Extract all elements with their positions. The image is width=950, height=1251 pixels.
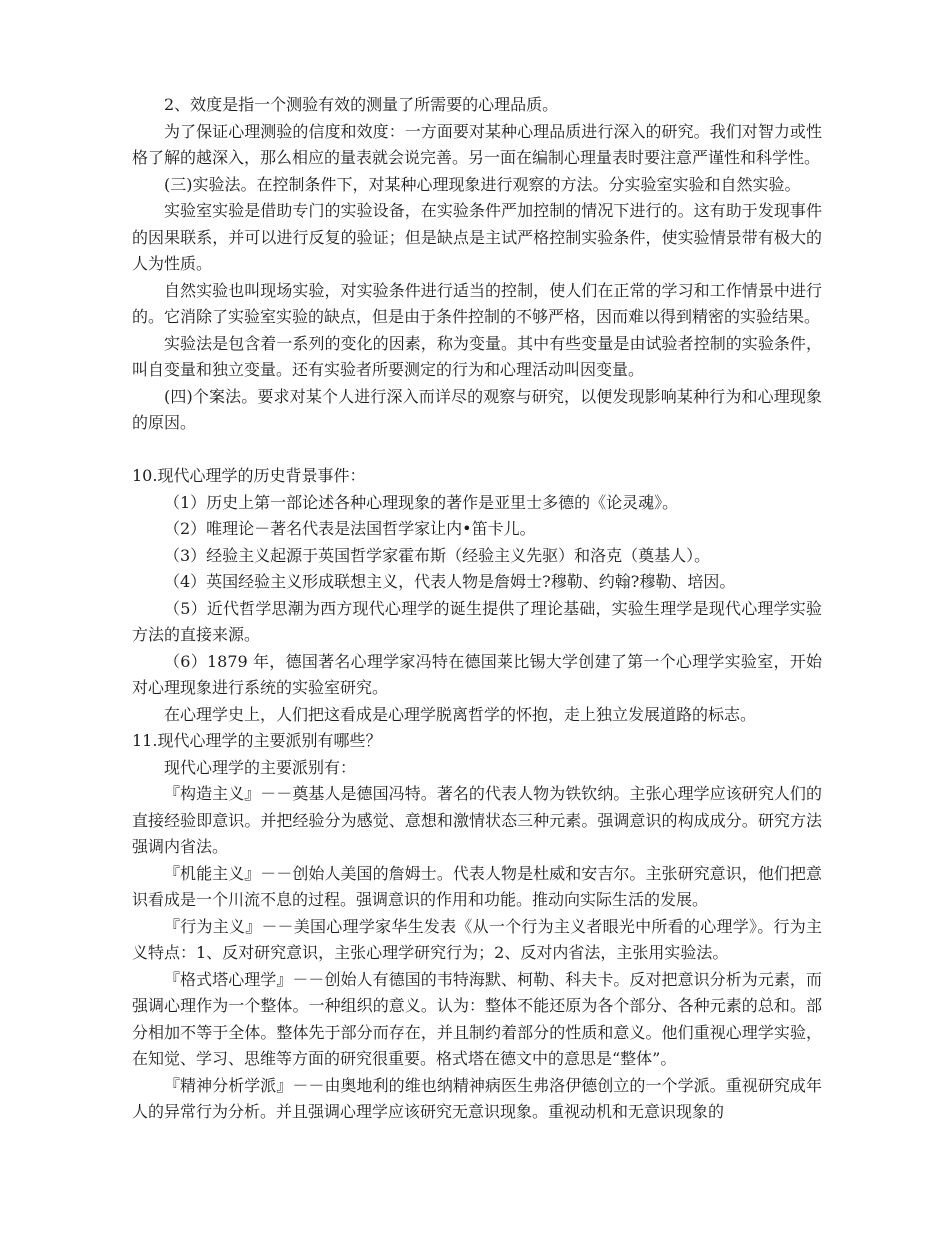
question-11-heading: 11.现代心理学的主要派别有哪些？: [132, 731, 382, 750]
schools-intro: 现代心理学的主要派别有：: [164, 757, 357, 777]
history-item-2: （2）唯理论－著名代表是法国哲学家让内•笛卡儿。: [164, 519, 536, 538]
history-item-3: （3）经验主义起源于英国哲学家霍布斯（经验主义先驱）和洛克（奠基人）。: [164, 545, 711, 565]
gestalt-paragraph: 『格式塔心理学』－－创始人有德国的韦特海默、柯勒、科夫卡。反对把意识分析为元素，而强调心理作为一个整体。一种组织的意义。认为：整体不能还原为各个部分、各种元素的总和。部分相加不等于全体。整体先于部分而存在，并且制约着部分的性质和意义。他们重视心理学实验，在知觉、学习、思维等方面的研究很重要。格式塔在德文中的意思是“整体”。: [132, 969, 822, 1068]
case-method-paragraph: (四)个案法。要求对某个人进行深入而详尽的观察与研究，以便发现影响某种行为和心理现象的原因。: [132, 386, 822, 432]
history-item-1: （1）历史上第一部论述各种心理现象的著作是亚里士多德的《论灵魂》。: [164, 492, 679, 512]
psychoanalysis-paragraph: 『精神分析学派』－－由奥地利的维也纳精神病医生弗洛伊德创立的一个学派。重视研究成年人的异常行为分析。并且强调心理学应该研究无意识现象。重视动机和无意识现象的: [132, 1075, 822, 1121]
question-10-heading: 10.现代心理学的历史背景事件：: [132, 466, 366, 485]
structuralism-paragraph: 『构造主义』－－奠基人是德国冯特。著名的代表人物为铁钦纳。主张心理学应该研究人们的直接经验即意识。并把经验分为感觉、意想和激情状态三种元素。强调意识的构成成分。研究方法强调内省法。: [132, 784, 822, 856]
document-body: [132, 92, 822, 1198]
behaviorism-paragraph: 『行为主义』－－美国心理学家华生发表《从一个行为主义者眼光中所看的心理学》。行为主义特点：1、反对研究意识，主张心理学研究行为；2、反对内省法，主张用实验法。: [132, 916, 822, 962]
history-conclusion: 在心理学史上，人们把这看成是心理学脱离哲学的怀抱，走上独立发展道路的标志。: [164, 704, 757, 724]
natural-experiment-paragraph: 自然实验也叫现场实验，对实验条件进行适当的控制，使人们在正常的学习和工作情景中进行的。它消除了实验室实验的缺点，但是由于条件控制的不够严格，因而难以得到精密的实验结果。: [132, 280, 822, 326]
history-item-4: （4）英国经验主义形成联想主义，代表人物是詹姆士?穆勒、约翰?穆勒、培因。: [164, 572, 736, 591]
validity-definition: 2、效度是指一个测验有效的测量了所需要的心理品质。: [164, 95, 559, 114]
variables-paragraph: 实验法是包含着一系列的变化的因素，称为变量。其中有些变量是由试验者控制的实验条件，叫自变量和独立变量。还有实验者所要测定的行为和心理活动叫因变量。: [132, 333, 822, 379]
experiment-method-paragraph: (三)实验法。在控制条件下，对某种心理现象进行观察的方法。分实验室实验和自然实验。: [164, 174, 801, 194]
reliability-validity-paragraph: 为了保证心理测验的信度和效度：一方面要对某种心理品质进行深入的研究。我们对智力或性格了解的越深入，那么相应的量表就会说完善。另一面在编制心理量表时要注意严谨性和科学性。: [132, 121, 822, 167]
section-spacer: [132, 437, 822, 464]
lab-experiment-paragraph: 实验室实验是借助专门的实验设备，在实验条件严加控制的情况下进行的。这有助于发现事件的因果联系，并可以进行反复的验证；但是缺点是主试严格控制实验条件，使实验情景带有极大的人为性质。: [132, 201, 822, 273]
history-item-5: （5）近代哲学思潮为西方现代心理学的诞生提供了理论基础，实验生理学是现代心理学实验方法的直接来源。: [132, 598, 822, 644]
history-item-6: （6）1879 年，德国著名心理学家冯特在德国莱比锡大学创建了第一个心理学实验室，开始对心理现象进行系统的实验室研究。: [132, 651, 822, 697]
functionalism-paragraph: 『机能主义』－－创始人美国的詹姆士。代表人物是杜威和安吉尔。主张研究意识，他们把意识看成是一个川流不息的过程。强调意识的作用和功能。推动向实际生活的发展。: [132, 863, 822, 909]
